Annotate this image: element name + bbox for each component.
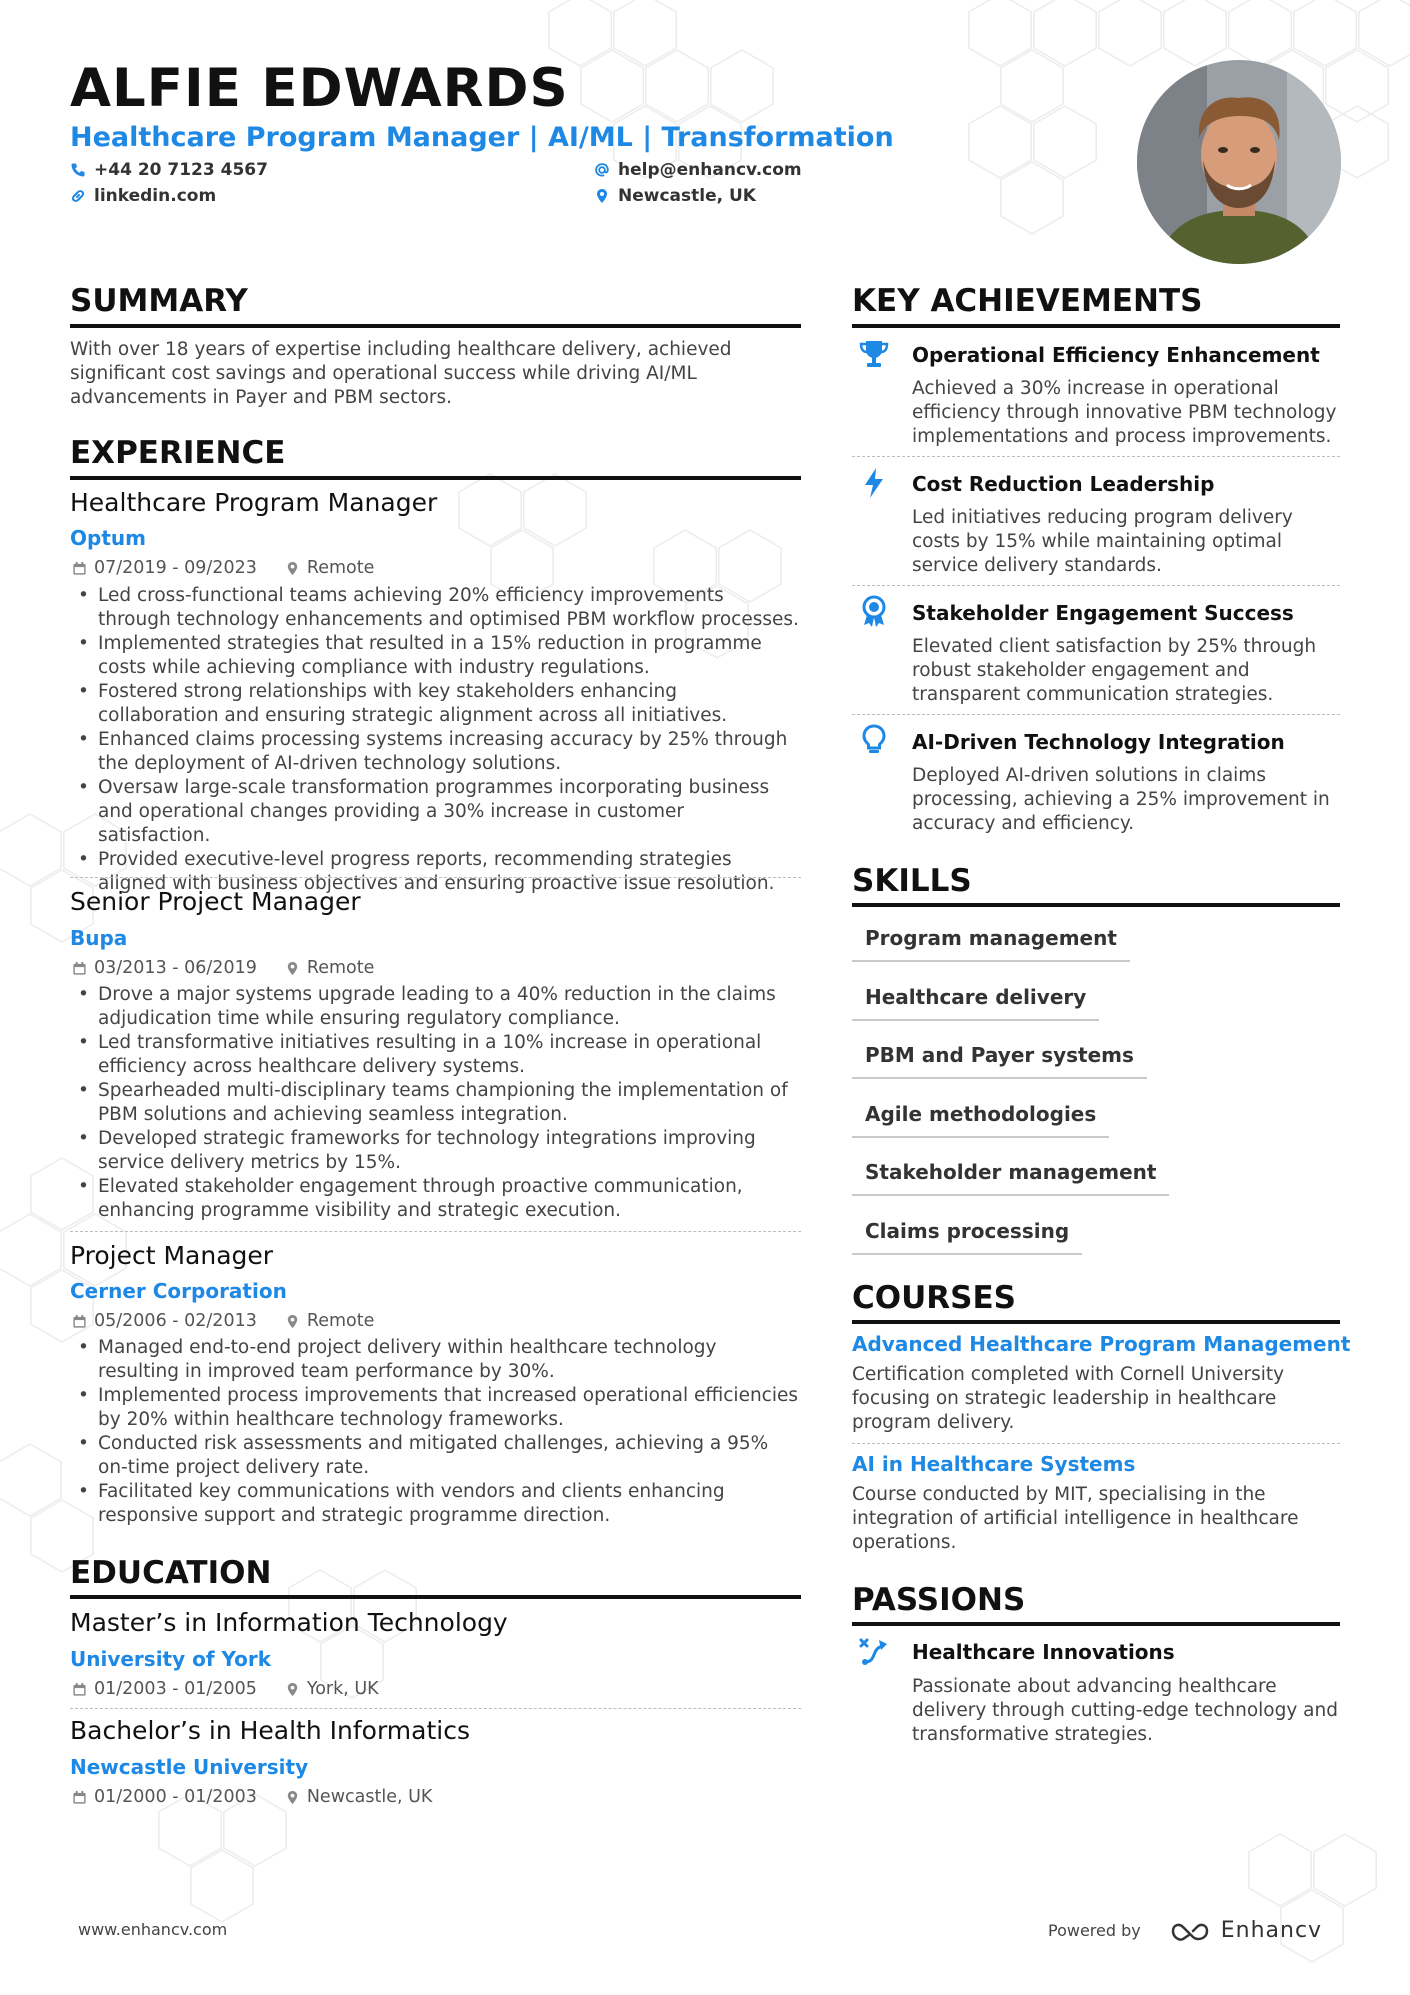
job-meta xyxy=(72,1311,374,1331)
skill-tag: Stakeholder management xyxy=(852,1160,1169,1196)
summary-heading: SUMMARY xyxy=(70,283,248,319)
achievement-separator xyxy=(852,585,1340,586)
job-meta xyxy=(72,958,374,978)
education-meta xyxy=(72,1787,432,1807)
list-item: • Fostered strong relationships with key stakeholders enhancing collaboration and ensuring strategic alignment across all initiatives. xyxy=(70,680,801,728)
education-dates: 01/2000 - 01/2003 xyxy=(94,1787,257,1807)
achievements-divider xyxy=(852,324,1340,328)
calendar-icon xyxy=(72,1314,87,1329)
company-name: Optum xyxy=(70,526,146,550)
achievement-text: Elevated client satisfaction by 25% through robust stakeholder engagement and transparent communication strategies. xyxy=(912,636,1317,705)
achievement-title: Stakeholder Engagement Success xyxy=(912,601,1294,625)
calendar-icon xyxy=(72,961,87,976)
job-dates: 05/2006 - 02/2013 xyxy=(94,1311,257,1331)
calendar-icon xyxy=(72,561,87,576)
passions-divider xyxy=(852,1622,1340,1626)
achievement-separator xyxy=(852,714,1340,715)
summary-divider xyxy=(70,324,801,328)
list-item: • Led cross-functional teams achieving 20% efficiency improvements through technology enhancements and optimised PBM workflow processes. xyxy=(70,584,801,632)
achievement-title: Operational Efficiency Enhancement xyxy=(912,343,1320,367)
link-icon xyxy=(70,188,86,204)
job-bullets xyxy=(70,584,801,896)
job-separator xyxy=(70,877,801,878)
list-item: • Led transformative initiatives resulting in a 10% increase in operational efficiency across healthcare delivery systems. xyxy=(70,1031,801,1079)
job-location: Remote xyxy=(306,558,375,578)
achievement-text: Deployed AI-driven solutions in claims processing, achieving a 25% improvement in accuracy and efficiency. xyxy=(912,765,1330,834)
list-item: • Developed strategic frameworks for technology integrations improving service delivery metrics by 15%. xyxy=(70,1127,801,1175)
passion-text: Passionate about advancing healthcare delivery through cutting-edge technology and transformative strategies. xyxy=(912,1676,1338,1745)
map-pin-icon xyxy=(285,1790,300,1805)
map-pin-icon xyxy=(285,1314,300,1329)
course-title: Advanced Healthcare Program Management xyxy=(852,1332,1351,1356)
company-name: Cerner Corporation xyxy=(70,1279,287,1303)
degree-title: Master’s in Information Technology xyxy=(70,1608,508,1637)
list-item: • Conducted risk assessments and mitigated challenges, achieving a 95% on-time project delivery rate. xyxy=(70,1432,801,1480)
linkedin-link[interactable]: linkedin.com xyxy=(94,186,217,206)
skill-tag: Program management xyxy=(852,926,1130,962)
list-item: • Elevated stakeholder engagement through proactive communication, enhancing programme visibility and strategic execution. xyxy=(70,1175,801,1223)
map-pin-icon xyxy=(285,961,300,976)
education-divider xyxy=(70,1595,801,1599)
education-meta xyxy=(72,1679,379,1699)
achievement-text: Achieved a 30% increase in operational efficiency through innovative PBM technology implementations and process improvements. xyxy=(912,378,1337,447)
map-pin-icon xyxy=(285,561,300,576)
experience-heading: EXPERIENCE xyxy=(70,435,286,471)
job-dates: 03/2013 - 06/2019 xyxy=(94,958,257,978)
medal-icon xyxy=(857,594,891,628)
calendar-icon xyxy=(72,1682,87,1697)
lightning-icon xyxy=(857,466,891,500)
course-title: AI in Healthcare Systems xyxy=(852,1452,1136,1476)
education-heading: EDUCATION xyxy=(70,1555,272,1591)
linkedin-contact xyxy=(70,186,216,206)
achievements-heading: KEY ACHIEVEMENTS xyxy=(852,283,1203,319)
list-item: • Facilitated key communications with vendors and clients enhancing responsive support and strategic programme direction. xyxy=(70,1480,801,1528)
person-avatar-icon xyxy=(1137,60,1341,264)
email-contact xyxy=(594,160,802,180)
job-dates: 07/2019 - 09/2023 xyxy=(94,558,257,578)
skill-tag: Claims processing xyxy=(852,1219,1082,1255)
list-item: • Provided executive-level progress reports, recommending strategies aligned with business objectives and ensuring proactive issue resolution. xyxy=(70,848,801,896)
footer-website[interactable]: www.enhancv.com xyxy=(78,1920,228,1939)
course-text: Certification completed with Cornell University focusing on strategic leadership in healthcare program delivery. xyxy=(852,1364,1285,1433)
list-item: • Oversaw large-scale transformation programmes incorporating business and operational changes providing a 30% increase in customer satisfaction. xyxy=(70,776,801,848)
location-text: Newcastle, UK xyxy=(618,186,756,206)
achievement-text: Led initiatives reducing program delivery costs by 15% while maintaining optimal service delivery standards. xyxy=(912,507,1293,576)
achievement-title: AI-Driven Technology Integration xyxy=(912,730,1285,754)
course-separator xyxy=(852,1443,1340,1444)
email-address[interactable]: help@enhancv.com xyxy=(618,160,802,180)
powered-by-label: Powered by xyxy=(1048,1921,1141,1940)
achievement-title: Cost Reduction Leadership xyxy=(912,472,1215,496)
profile-photo xyxy=(1137,60,1341,264)
job-title: Senior Project Manager xyxy=(70,887,361,916)
skill-tag: PBM and Payer systems xyxy=(852,1043,1147,1079)
lightbulb-icon xyxy=(857,723,891,757)
skills-divider xyxy=(852,903,1340,907)
job-title: Project Manager xyxy=(70,1241,274,1270)
experience-divider xyxy=(70,476,801,480)
map-pin-icon xyxy=(285,1682,300,1697)
summary-text: With over 18 years of expertise including healthcare delivery, achieved significant cost savings and operational success while driving AI/ML advancements in Payer and PBM sectors. xyxy=(70,339,732,408)
school-name: Newcastle University xyxy=(70,1755,309,1779)
job-bullets xyxy=(70,983,801,1223)
candidate-name: ALFIE EDWARDS xyxy=(70,58,569,119)
list-item: • Managed end-to-end project delivery within healthcare technology resulting in improved team performance by 30%. xyxy=(70,1336,801,1384)
skill-tag: Agile methodologies xyxy=(852,1102,1109,1138)
skills-heading: SKILLS xyxy=(852,863,972,899)
job-separator xyxy=(70,1231,801,1232)
courses-heading: COURSES xyxy=(852,1280,1016,1316)
headline: Healthcare Program Manager | AI/ML | Transformation xyxy=(70,122,894,153)
passion-title: Healthcare Innovations xyxy=(912,1640,1175,1664)
company-name: Bupa xyxy=(70,926,128,950)
job-title: Healthcare Program Manager xyxy=(70,488,438,517)
list-item: • Implemented strategies that resulted in a 15% reduction in programme costs while achieving compliance with industry regulations. xyxy=(70,632,801,680)
job-location: Remote xyxy=(306,1311,375,1331)
list-item: • Spearheaded multi-disciplinary teams championing the implementation of PBM solutions and achieving seamless integration. xyxy=(70,1079,801,1127)
courses-divider xyxy=(852,1320,1340,1324)
footer-branding xyxy=(1048,1918,1322,1943)
phone-icon xyxy=(70,162,86,178)
at-sign-icon xyxy=(594,162,610,178)
degree-title: Bachelor’s in Health Informatics xyxy=(70,1716,470,1745)
education-location: York, UK xyxy=(306,1679,379,1699)
phone-number[interactable]: +44 20 7123 4567 xyxy=(94,160,268,180)
list-item: • Implemented process improvements that increased operational efficiencies by 20% within healthcare technology frameworks. xyxy=(70,1384,801,1432)
education-dates: 01/2003 - 01/2005 xyxy=(94,1679,257,1699)
enhancv-logo-icon xyxy=(1169,1919,1213,1943)
trophy-icon xyxy=(857,338,891,372)
phone-contact xyxy=(70,160,268,180)
job-meta xyxy=(72,558,374,578)
education-separator xyxy=(70,1708,801,1709)
school-name: University of York xyxy=(70,1647,272,1671)
map-pin-icon xyxy=(594,188,610,204)
calendar-icon xyxy=(72,1790,87,1805)
location-contact xyxy=(594,186,756,206)
course-text: Course conducted by MIT, specialising in the integration of artificial intelligence in healthcare operations. xyxy=(852,1484,1299,1553)
job-location: Remote xyxy=(306,958,375,978)
achievement-separator xyxy=(852,456,1340,457)
job-bullets xyxy=(70,1336,801,1528)
route-icon xyxy=(857,1634,891,1668)
list-item: • Drove a major systems upgrade leading to a 40% reduction in the claims adjudication time while ensuring regulatory compliance. xyxy=(70,983,801,1031)
skill-tag: Healthcare delivery xyxy=(852,985,1099,1021)
education-location: Newcastle, UK xyxy=(306,1787,433,1807)
brand-name: Enhancv xyxy=(1220,1918,1323,1943)
list-item: • Enhanced claims processing systems increasing accuracy by 25% through the deployment of AI-driven technology solutions. xyxy=(70,728,801,776)
passions-heading: PASSIONS xyxy=(852,1582,1026,1618)
